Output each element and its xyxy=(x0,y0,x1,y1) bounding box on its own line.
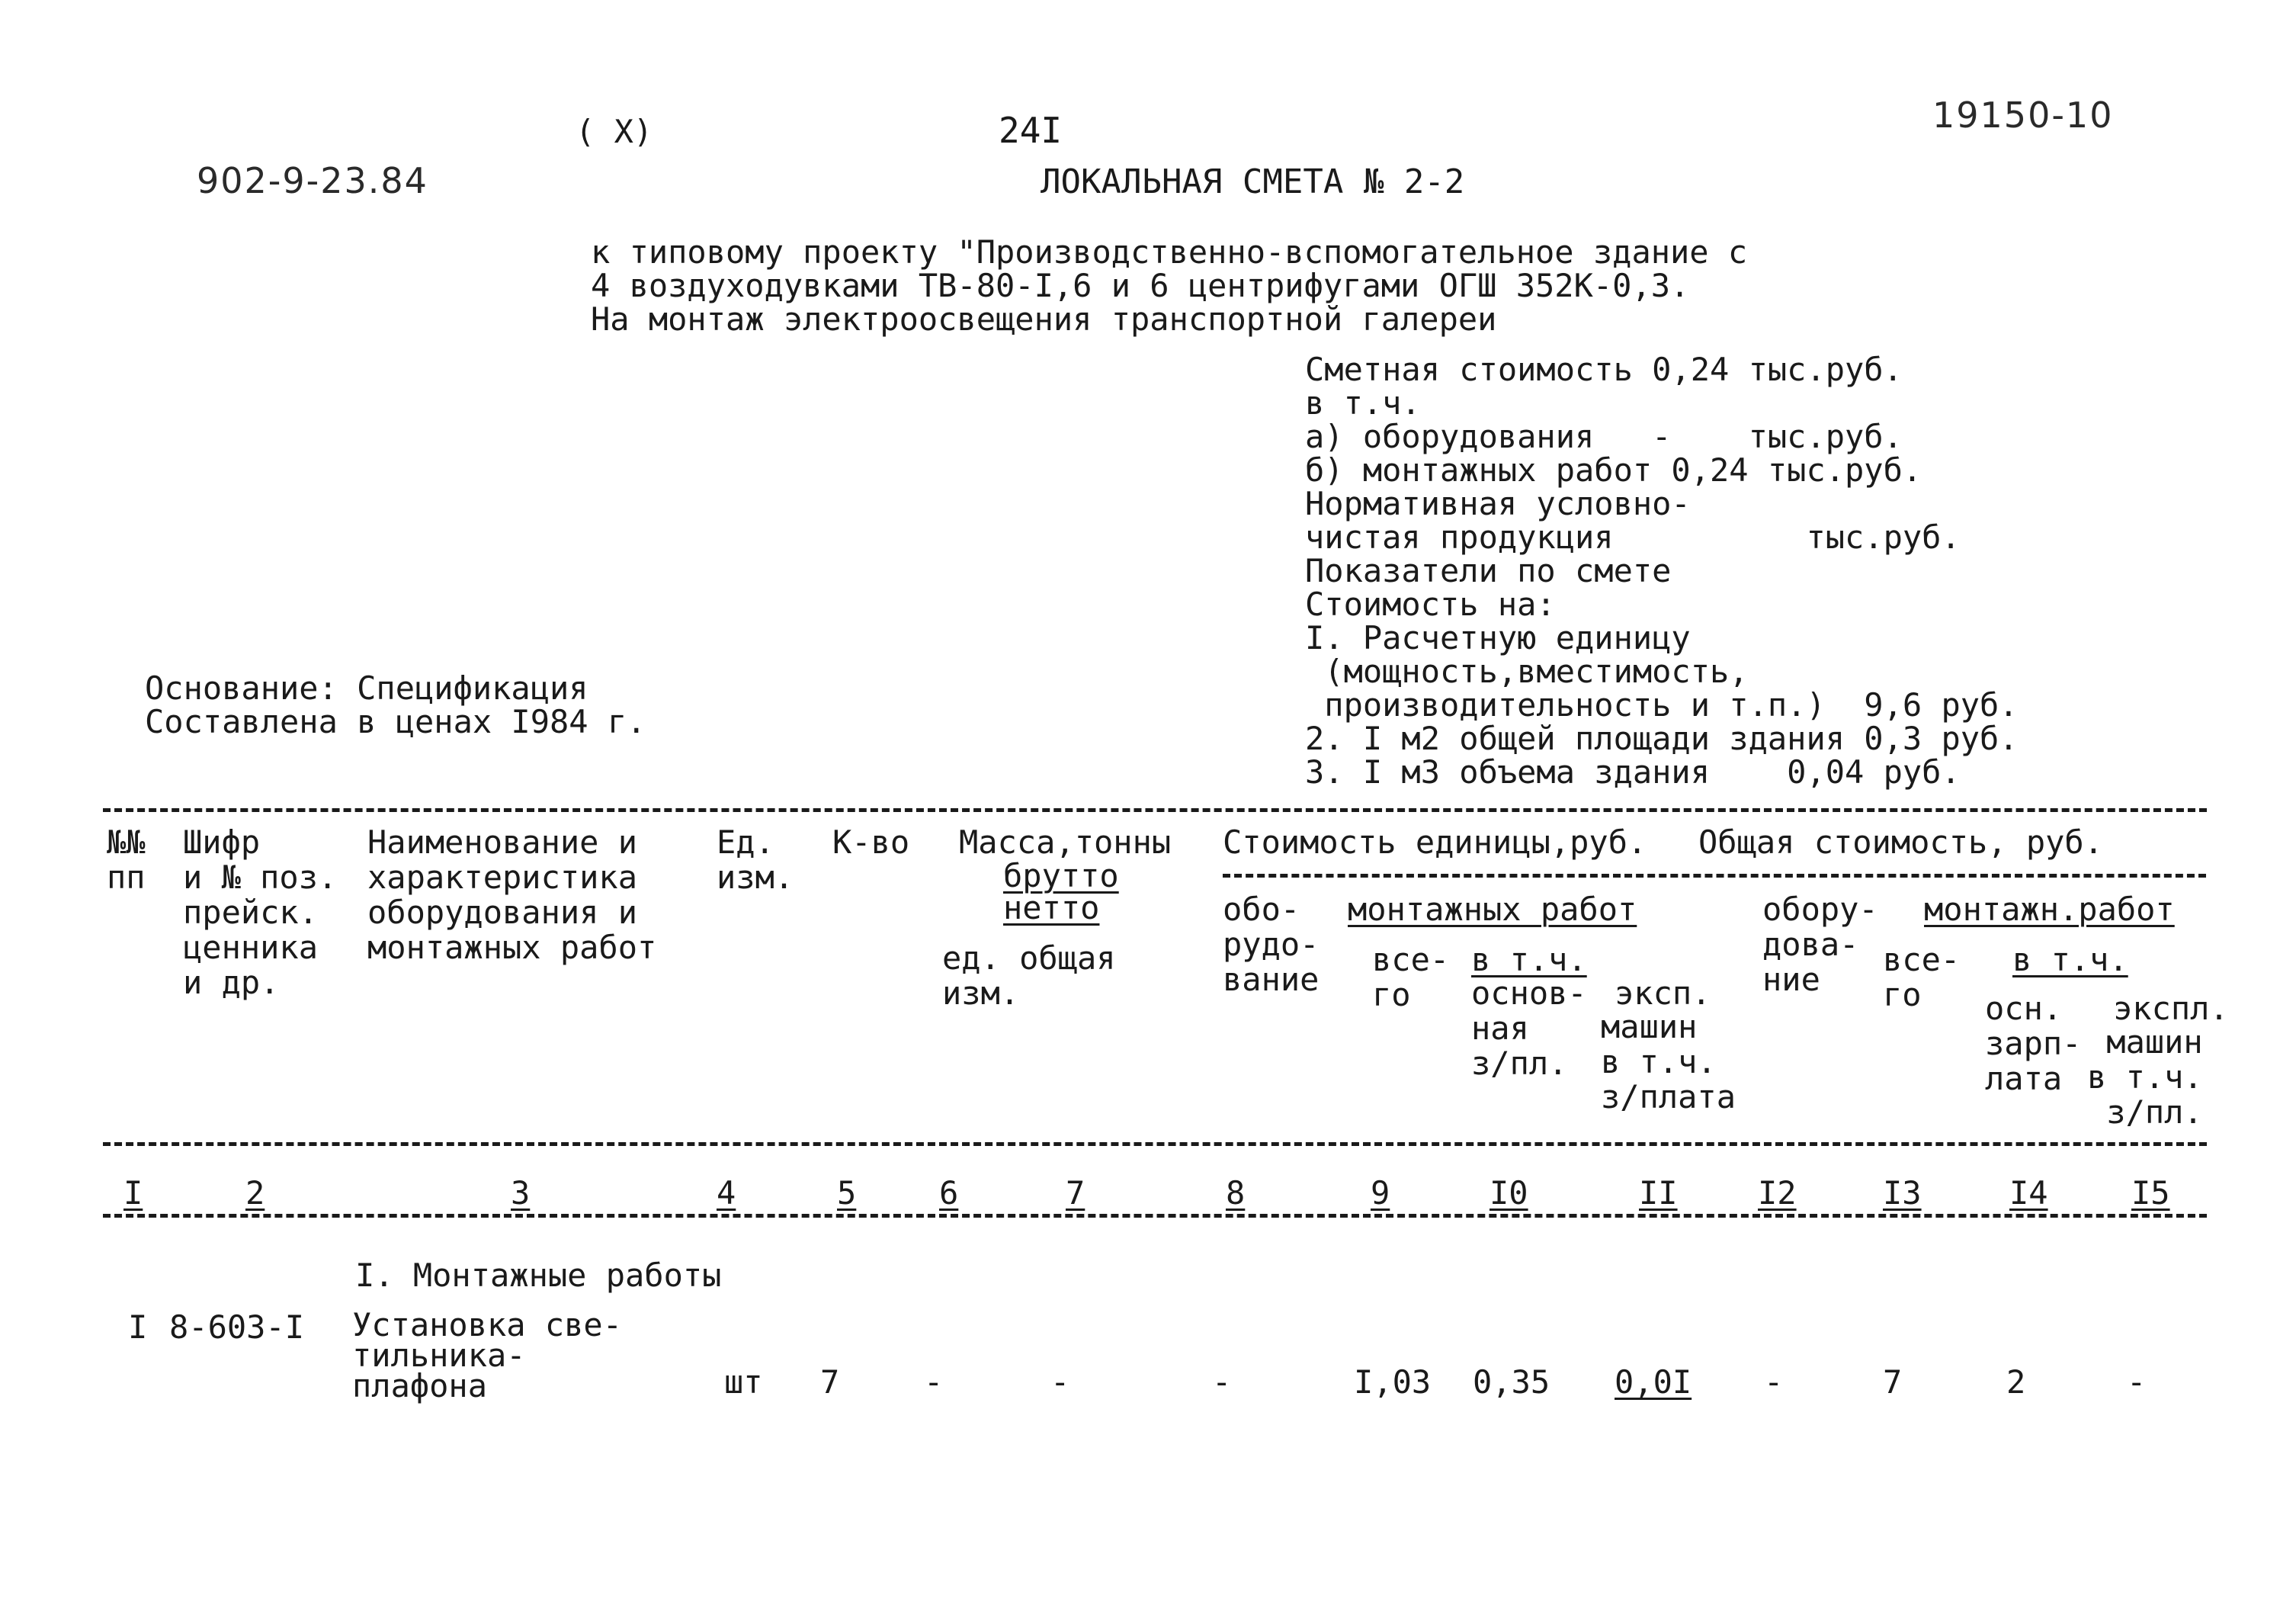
column-number: 2 xyxy=(245,1174,265,1212)
col-equip-header: обо- рудо- вание xyxy=(1223,891,1320,998)
col-total-wage-header: осн. зарп- лата xyxy=(1985,990,2082,1097)
col-total-incl-header: в т.ч. xyxy=(2012,941,2128,978)
row-total-wage: 2 xyxy=(2006,1363,2026,1401)
col-total-mach-header: машин в т.ч. з/пл. xyxy=(2087,1023,2203,1131)
column-number: 9 xyxy=(1371,1174,1390,1212)
column-number: I2 xyxy=(1758,1174,1797,1212)
mass-brutto: брутто xyxy=(1003,857,1119,894)
unit-cost-header: Стоимость единицы,руб. xyxy=(1223,823,1647,861)
col-total-equip-header: обору- дова- ние xyxy=(1762,891,1878,998)
summary-line: чистая продукция тыс.руб. xyxy=(1305,518,1961,556)
column-number: 7 xyxy=(1066,1174,1085,1212)
row-mass-total: - xyxy=(1050,1363,1070,1401)
summary-line: Сметная стоимость 0,24 тыс.руб. xyxy=(1305,351,1903,388)
column-number-rule xyxy=(103,1214,2207,1218)
col-unit-header: Ед. изм. xyxy=(717,823,794,896)
row-total-mont: 7 xyxy=(1883,1363,1903,1401)
summary-line: Показатели по смете xyxy=(1305,552,1672,589)
column-number: I3 xyxy=(1883,1174,1922,1212)
row-total-mach: - xyxy=(2127,1363,2147,1401)
mont-header: монтажных работ xyxy=(1348,891,1637,928)
column-number: I0 xyxy=(1490,1174,1528,1212)
summary-line: (мощность,вместимость, xyxy=(1305,653,1749,690)
col-mont-wage-header: основ- ная з/пл. xyxy=(1471,974,1587,1082)
table-top-rule xyxy=(103,808,2207,812)
summary-line: I. Расчетную единицу xyxy=(1305,619,1691,656)
row-mont-total: I,03 xyxy=(1354,1363,1432,1401)
summary-line: производительность и т.п.) 9,6 руб. xyxy=(1305,686,2019,724)
column-number: 8 xyxy=(1226,1174,1246,1212)
intro-line-3: На монтаж электроосвещения транспортной галереи xyxy=(591,300,1497,338)
summary-line: б) монтажных работ 0,24 тыс.руб. xyxy=(1305,451,1922,489)
row-equip: - xyxy=(1212,1363,1232,1401)
col-code-header: Шифр и № поз. прейск. ценника и др. xyxy=(183,823,338,1001)
summary-line: 3. I м3 объема здания 0,04 руб. xyxy=(1305,753,1961,791)
col-num-header: №№ пп xyxy=(107,823,146,896)
col-mont-incl-header: в т.ч. xyxy=(1471,941,1587,978)
col-mach-head: эксп. xyxy=(1615,974,1711,1012)
table-header-rule xyxy=(103,1142,2207,1146)
column-number: II xyxy=(1639,1174,1678,1212)
doc-code-left: 902-9-23.84 xyxy=(197,160,428,201)
mont2-header: монтажн.работ xyxy=(1924,891,2175,928)
doc-code-right: 19150-10 xyxy=(1932,95,2114,136)
intro-line-1: к типовому проекту "Производственно-вспомогательное здание с xyxy=(591,233,1748,271)
copy-mark: ( X) xyxy=(576,113,653,150)
summary-line: в т.ч. xyxy=(1305,384,1421,422)
mass-netto: нетто xyxy=(1003,889,1100,926)
col-mont-total-header: все- го xyxy=(1372,941,1450,1013)
col-qty-header: К-во xyxy=(832,823,910,861)
column-number: 5 xyxy=(837,1174,857,1212)
row-name: Установка све- тильника- плафона xyxy=(352,1306,623,1404)
summary-line: 2. I м2 общей площади здания 0,3 руб. xyxy=(1305,720,2019,757)
section-title: I. Монтажные работы xyxy=(355,1257,722,1294)
col-name-header: Наименование и характеристика оборудования и монтажных работ xyxy=(367,823,657,966)
column-number: I xyxy=(123,1174,143,1212)
column-number: 6 xyxy=(939,1174,959,1212)
summary-line: Стоимость на: xyxy=(1305,586,1556,623)
column-number: 4 xyxy=(717,1174,736,1212)
mass-header: Масса,тонны xyxy=(959,823,1172,861)
col-total-mach-head: экспл. xyxy=(2113,990,2229,1027)
basis-line-2: Составлена в ценах I984 г. xyxy=(145,703,646,740)
row-qty: 7 xyxy=(820,1363,840,1401)
row-mass-unit: - xyxy=(924,1363,944,1401)
summary-line: Нормативная условно- xyxy=(1305,485,1691,522)
row-mont-wage: 0,35 xyxy=(1473,1363,1550,1401)
basis-line-1: Основание: Спецификация xyxy=(145,669,588,707)
column-number: 3 xyxy=(511,1174,531,1212)
row-unit: шт xyxy=(724,1363,763,1401)
cost-subrule xyxy=(1223,874,2206,878)
row-mach: 0,0I xyxy=(1615,1363,1692,1401)
document-title: ЛОКАЛЬНАЯ СМЕТА № 2-2 xyxy=(1041,162,1465,201)
page-number: 24I xyxy=(999,110,1063,151)
row-total-equip: - xyxy=(1764,1363,1784,1401)
col-mach-header: машин в т.ч. з/плата xyxy=(1601,1008,1736,1115)
intro-line-2: 4 воздуходувками ТВ-80-I,6 и 6 центрифугами ОГШ 352К-0,3. xyxy=(591,267,1690,304)
summary-line: а) оборудования - тыс.руб. xyxy=(1305,418,1903,455)
column-number: I5 xyxy=(2131,1174,2170,1212)
col-total-mont-header: все- го xyxy=(1883,941,1961,1013)
row-num: I xyxy=(128,1308,148,1346)
row-code: 8-603-I xyxy=(169,1308,305,1346)
column-number: I4 xyxy=(2009,1174,2048,1212)
total-cost-header: Общая стоимость, руб. xyxy=(1698,823,2104,861)
mass-subheader: ед. общая изм. xyxy=(942,939,1116,1012)
